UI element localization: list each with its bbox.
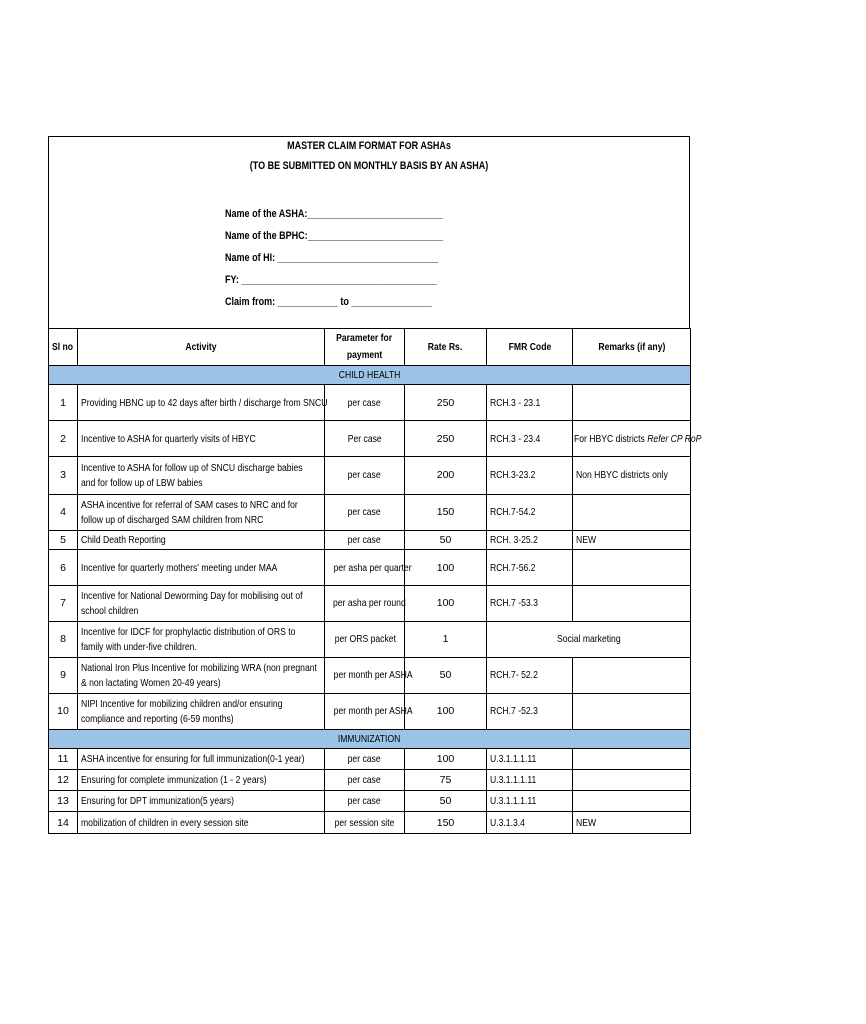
cell-rate: 50 <box>405 531 487 550</box>
cell-remarks: For HBYC districts Refer CP RoP <box>573 421 691 457</box>
table-row <box>49 385 691 421</box>
cell-sl: 7 <box>49 586 78 622</box>
col-fmr: FMR Code <box>487 329 573 366</box>
table-row <box>49 495 691 531</box>
cell-param: Per case <box>325 421 405 457</box>
cell-fmr: RCH.7- 52.2 <box>487 658 573 694</box>
col-sl: Sl no <box>49 329 78 366</box>
col-rate: Rate Rs. <box>405 329 487 366</box>
bphc-name-field[interactable]: Name of the BPHC:___________________________ <box>225 230 444 242</box>
cell-fmr: RCH.3 - 23.1 <box>487 385 573 421</box>
cell-fmr: RCH. 3-25.2 <box>487 531 573 550</box>
cell-rate: 50 <box>405 791 487 812</box>
table-row <box>49 791 691 812</box>
cell-activity: Ensuring for complete immunization (1 - 2 years) <box>78 770 325 791</box>
cell-rate: 50 <box>405 658 487 694</box>
cell-remarks <box>573 550 691 586</box>
cell-rate: 200 <box>405 457 487 495</box>
cell-activity: Child Death Reporting <box>78 531 325 550</box>
col-remarks: Remarks (if any) <box>573 329 691 366</box>
table-row <box>49 749 691 770</box>
cell-param: per ORS packet <box>325 622 405 658</box>
table-row <box>49 658 691 694</box>
cell-fmr: U.3.1.1.1.11 <box>487 770 573 791</box>
section-child-health: CHILD HEALTH <box>49 366 691 385</box>
cell-rate: 100 <box>405 586 487 622</box>
cell-param: per case <box>325 385 405 421</box>
cell-sl: 13 <box>49 791 78 812</box>
cell-param: per asha per round <box>325 586 405 622</box>
table-row <box>49 421 691 457</box>
cell-sl: 5 <box>49 531 78 550</box>
cell-remarks <box>573 791 691 812</box>
cell-param: per case <box>325 457 405 495</box>
cell-activity: Incentive to ASHA for follow up of SNCU discharge babies and for follow up of LBW babies <box>78 457 325 495</box>
cell-rate: 100 <box>405 749 487 770</box>
cell-param: per case <box>325 770 405 791</box>
cell-fmr: RCH.7-56.2 <box>487 550 573 586</box>
col-parameter: Parameter for payment <box>325 329 405 366</box>
header-fields <box>225 203 525 313</box>
cell-remarks: NEW <box>573 531 691 550</box>
cell-param: per month per ASHA <box>325 694 405 730</box>
cell-fmr: RCH.7 -53.3 <box>487 586 573 622</box>
cell-sl: 11 <box>49 749 78 770</box>
cell-rate: 75 <box>405 770 487 791</box>
cell-param: per case <box>325 495 405 531</box>
cell-param: per case <box>325 749 405 770</box>
col-activity: Activity <box>78 329 325 366</box>
cell-sl: 8 <box>49 622 78 658</box>
asha-name-field[interactable]: Name of the ASHA:___________________________ <box>225 208 443 220</box>
cell-remarks <box>573 770 691 791</box>
cell-fmr: U.3.1.3.4 <box>487 812 573 834</box>
cell-sl: 9 <box>49 658 78 694</box>
cell-remarks <box>573 749 691 770</box>
form-subtitle: (TO BE SUBMITTED ON MONTHLY BASIS BY AN ASHA) <box>249 160 489 172</box>
claim-table <box>48 328 702 834</box>
cell-param: per case <box>325 531 405 550</box>
table-row <box>49 550 691 586</box>
cell-fmr: U.3.1.1.1.11 <box>487 749 573 770</box>
cell-activity: Incentive for National Deworming Day for mobilising out of school children <box>78 586 325 622</box>
cell-activity: Ensuring for DPT immunization(5 years) <box>78 791 325 812</box>
cell-remarks: Non HBYC districts only <box>573 457 691 495</box>
cell-rate: 100 <box>405 550 487 586</box>
cell-activity: Incentive to ASHA for quarterly visits of HBYC <box>78 421 325 457</box>
cell-sl: 14 <box>49 812 78 834</box>
cell-sl: 6 <box>49 550 78 586</box>
cell-activity: Incentive for quarterly mothers' meeting under MAA <box>78 550 325 586</box>
cell-fmr: RCH.7 -52.3 <box>487 694 573 730</box>
cell-sl: 12 <box>49 770 78 791</box>
cell-sl: 3 <box>49 457 78 495</box>
table-header-row <box>49 329 691 366</box>
cell-rate: 250 <box>405 385 487 421</box>
cell-param: per session site <box>325 812 405 834</box>
cell-param: per month per ASHA <box>325 658 405 694</box>
cell-sl: 10 <box>49 694 78 730</box>
table-row <box>49 586 691 622</box>
cell-activity: ASHA incentive for ensuring for full immunization(0-1 year) <box>78 749 325 770</box>
table-row <box>49 770 691 791</box>
cell-sl: 1 <box>49 385 78 421</box>
cell-fmr: RCH.3-23.2 <box>487 457 573 495</box>
cell-fmr: RCH.3 - 23.4 <box>487 421 573 457</box>
cell-activity: Incentive for IDCF for prophylactic distribution of ORS to family with under-five children. <box>78 622 325 658</box>
cell-rate: 150 <box>405 812 487 834</box>
cell-merged-remarks: Social marketing <box>487 622 691 658</box>
fy-field[interactable]: FY: _______________________________________ <box>225 274 438 286</box>
cell-activity: National Iron Plus Incentive for mobilizing WRA (non pregnant & non lactating Women 20-49 years) <box>78 658 325 694</box>
table-row <box>49 531 691 550</box>
cell-param: per case <box>325 791 405 812</box>
cell-rate: 100 <box>405 694 487 730</box>
cell-remarks <box>573 385 691 421</box>
cell-activity: NIPI Incentive for mobilizing children and/or ensuring compliance and reporting (6-59 months) <box>78 694 325 730</box>
cell-rate: 1 <box>405 622 487 658</box>
cell-activity: Providing HBNC up to 42 days after birth / discharge from SNCU <box>78 385 325 421</box>
form-title: MASTER CLAIM FORMAT FOR ASHAs <box>287 140 451 152</box>
cell-activity: ASHA incentive for referral of SAM cases to NRC and for follow up of discharged SAM children from NRC <box>78 495 325 531</box>
hi-name-field[interactable]: Name of HI: ________________________________ <box>225 252 439 264</box>
cell-fmr: U.3.1.1.1.11 <box>487 791 573 812</box>
table-row <box>49 812 691 834</box>
table-row <box>49 622 691 658</box>
claim-period-field[interactable]: Claim from: ____________ to ________________ <box>225 296 432 308</box>
cell-activity: mobilization of children in every session site <box>78 812 325 834</box>
cell-fmr: RCH.7-54.2 <box>487 495 573 531</box>
cell-rate: 150 <box>405 495 487 531</box>
form-header <box>48 136 690 328</box>
cell-sl: 4 <box>49 495 78 531</box>
cell-param: per asha per quarter <box>325 550 405 586</box>
cell-remarks: NEW <box>573 812 691 834</box>
claim-form-sheet <box>48 136 702 834</box>
table-row <box>49 694 691 730</box>
table-row <box>49 457 691 495</box>
cell-sl: 2 <box>49 421 78 457</box>
cell-rate: 250 <box>405 421 487 457</box>
section-immunization: IMMUNIZATION <box>49 730 691 749</box>
